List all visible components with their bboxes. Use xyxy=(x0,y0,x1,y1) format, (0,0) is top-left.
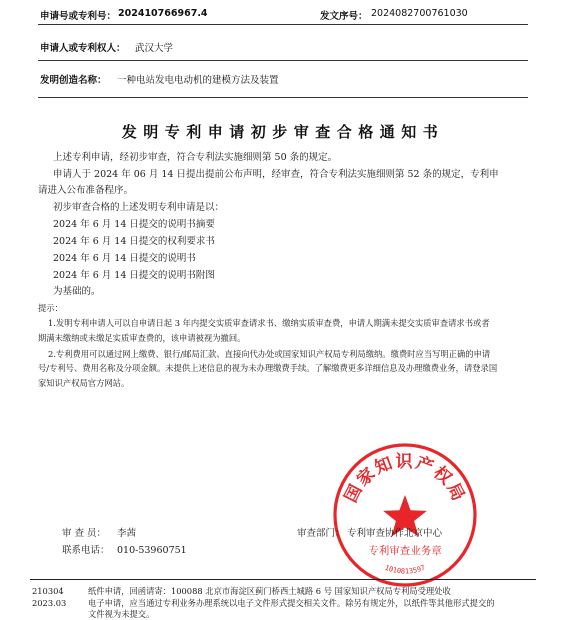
department-label: 审查部门： xyxy=(297,528,345,539)
applicant-value: 武汉大学 xyxy=(135,43,174,54)
body-paragraph-2-line-2: 请进入公布准备程序。 xyxy=(38,185,134,196)
tip-2-line-3: 家知识产权局官方网站。 xyxy=(38,378,130,388)
document-item-drawings: 2024 年 6 月 14 日提交的说明书附图 xyxy=(53,270,215,281)
basis-statement: 为基础的。 xyxy=(53,286,101,297)
footer-line-2: 电子申请，应当通过专利业务办理系统以电子文件形式提交相关文件。除另有规定外，以纸件等其他形式提交的 xyxy=(88,598,495,608)
tip-2-line-2: 号/专利号、费用名称及分项金额。未提供上述信息的视为未办理缴费手续。了解缴费更多详细信息及办理缴费业务，请登录国 xyxy=(38,363,498,373)
tips-label: 提示： xyxy=(38,303,63,313)
notice-title: 发明专利申请初步审查合格通知书 xyxy=(121,123,445,141)
document-item-description: 2024 年 6 月 14 日提交的说明书 xyxy=(53,253,196,264)
document-item-claims: 2024 年 6 月 14 日提交的权利要求书 xyxy=(53,236,215,247)
invention-name-value: 一种电站发电电动机的建模方法及装置 xyxy=(117,75,279,86)
body-paragraph-3: 初步审查合格的上述发明专利申请是以： xyxy=(53,202,225,213)
footer-line-3: 文件视为未提交。 xyxy=(88,609,155,619)
invention-name-label: 发明创造名称： xyxy=(40,75,107,86)
official-seal xyxy=(330,440,480,590)
seal-code: 1010813597 xyxy=(383,563,427,576)
applicant-label: 申请人或专利权人： xyxy=(40,43,126,54)
examiner-name: 李茜 xyxy=(117,528,137,539)
examiner-label: 审 查 员： xyxy=(62,528,107,539)
tip-1-line-1: 1.发明专利申请人可以自申请日起 3 年内提交实质审查请求书、缴纳实质审查费，申请人期满未提交实质审查请求书或者 xyxy=(48,318,490,328)
seal-inner-text: 专利审查业务章 xyxy=(368,545,442,557)
seal-arc-text: 国家知识产权局 xyxy=(341,451,469,506)
phone-label: 联系电话： xyxy=(62,545,110,556)
form-code: 210304 xyxy=(32,586,64,596)
body-paragraph-1: 上述专利申请，经初步审查，符合专利法实施细则第 50 条的规定。 xyxy=(53,152,338,163)
header-row-invention xyxy=(38,60,528,98)
application-number-label: 申请号或专利号： xyxy=(40,11,117,22)
footer-line-1: 纸件申请，回函请寄：100088 北京市海淀区蓟门桥西土城路 6 号 国家知识产权局专利局受理处收 xyxy=(88,586,451,596)
tip-1-line-2: 期满未缴纳或未缴足实质审查费的，该申请被视为撤回。 xyxy=(38,333,246,343)
footer-divider xyxy=(30,579,536,580)
department-value: 专利审查协作北京中心 xyxy=(347,528,443,539)
tip-2-line-1: 2.专利费用可以通过网上缴费、银行/邮局汇款、直接向代办处或国家知识产权局专利局缴纳。缴费时应当写明正确的申请 xyxy=(48,349,491,359)
document-number-value: 2024082700761030 xyxy=(371,8,468,19)
document-number-label: 发文序号： xyxy=(320,11,368,22)
form-date: 2023.03 xyxy=(32,598,67,608)
application-number-value: 202410766967.4 xyxy=(118,8,208,19)
phone-value: 010-53960751 xyxy=(117,545,187,556)
body-paragraph-2-line-1: 申请人于 2024 年 06 月 14 日提出提前公布声明，经审查，符合专利法实施细则第 52 条的规定，专利申 xyxy=(53,169,499,180)
document-item-abstract: 2024 年 6 月 14 日提交的说明书摘要 xyxy=(53,219,215,230)
